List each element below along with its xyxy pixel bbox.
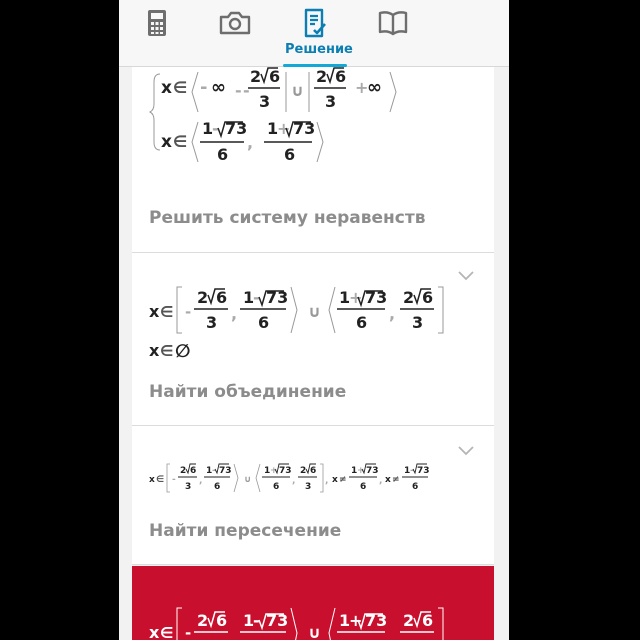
calculator-icon	[144, 8, 170, 38]
chevron-down-icon[interactable]	[458, 446, 474, 456]
svg-text:∈: ∈	[156, 475, 165, 485]
svg-text:3: 3	[325, 92, 337, 111]
svg-text:73: 73	[266, 288, 289, 307]
svg-text:x: x	[149, 302, 160, 321]
svg-text:2: 2	[403, 288, 415, 307]
svg-text:,: ,	[389, 304, 396, 323]
svg-text:x: x	[149, 341, 160, 360]
result-card-system[interactable]	[132, 66, 494, 253]
svg-text:1: 1	[202, 119, 214, 138]
svg-text:∈: ∈	[160, 303, 174, 321]
camera-icon	[218, 8, 252, 38]
svg-text:∈: ∈	[160, 624, 174, 640]
svg-text:,: ,	[292, 476, 296, 486]
symbol-in: ∈	[173, 78, 188, 97]
svg-text:+: +	[355, 78, 369, 97]
svg-text:-: -	[410, 466, 414, 476]
tab-book[interactable]	[363, 8, 423, 62]
svg-text:x: x	[149, 475, 155, 485]
svg-text:6: 6	[412, 482, 419, 492]
svg-text:6: 6	[216, 611, 228, 630]
svg-text:73: 73	[219, 466, 232, 476]
svg-text:6: 6	[190, 466, 197, 476]
active-tab-indicator	[283, 64, 347, 67]
math-expression-highlighted	[132, 606, 494, 640]
svg-text:2: 2	[180, 466, 187, 476]
svg-text:2: 2	[197, 611, 209, 630]
svg-text:≠: ≠	[392, 475, 400, 485]
math-expression-union	[132, 283, 494, 363]
svg-text:2: 2	[250, 67, 262, 86]
svg-text:1: 1	[243, 611, 255, 630]
svg-text:+: +	[349, 611, 363, 630]
svg-text:3: 3	[185, 482, 192, 492]
tab-solution[interactable]	[285, 8, 353, 62]
card-caption: Найти объединение	[149, 382, 347, 402]
svg-text:2: 2	[300, 466, 307, 476]
svg-text:∈: ∈	[160, 342, 174, 360]
svg-text:6: 6	[284, 145, 296, 164]
svg-text:73: 73	[365, 611, 388, 630]
card-caption: Найти пересечение	[149, 521, 342, 541]
svg-text:6: 6	[356, 313, 368, 332]
svg-text:x: x	[149, 623, 160, 640]
union-symbol: ∪	[291, 81, 304, 100]
svg-text:73: 73	[417, 466, 430, 476]
svg-text:6: 6	[310, 466, 317, 476]
svg-text:-: -	[243, 81, 250, 100]
svg-text:∪: ∪	[308, 623, 321, 640]
svg-text:6: 6	[217, 145, 229, 164]
svg-text:-: -	[253, 611, 260, 630]
svg-text:∈: ∈	[173, 132, 188, 151]
tab-solution-label: Решение	[285, 42, 353, 57]
svg-text:6: 6	[360, 482, 367, 492]
svg-text:x: x	[332, 475, 338, 485]
chevron-down-icon[interactable]	[458, 271, 474, 281]
svg-text:∪: ∪	[244, 475, 252, 485]
empty-set-symbol: ∅	[175, 341, 191, 362]
result-card-highlighted[interactable]	[132, 566, 494, 640]
svg-text:+: +	[357, 466, 365, 476]
svg-text:-: -	[172, 475, 176, 485]
svg-text:∞: ∞	[367, 77, 382, 98]
svg-text:∪: ∪	[308, 302, 321, 321]
svg-text:73: 73	[365, 288, 388, 307]
svg-text:+: +	[349, 288, 363, 307]
svg-text:1: 1	[351, 466, 358, 476]
svg-text:,: ,	[247, 133, 254, 152]
app-screen	[119, 0, 509, 640]
svg-text:-: -	[212, 466, 216, 476]
svg-text:1: 1	[267, 119, 279, 138]
svg-text:73: 73	[366, 466, 379, 476]
svg-text:6: 6	[422, 288, 434, 307]
svg-text:,: ,	[325, 476, 329, 486]
svg-text:,: ,	[231, 304, 238, 323]
svg-text:x: x	[385, 475, 391, 485]
result-card-union[interactable]	[132, 253, 494, 426]
svg-text:+: +	[277, 119, 291, 138]
svg-text:6: 6	[335, 67, 347, 86]
svg-text:,: ,	[199, 476, 203, 486]
svg-text:1: 1	[264, 466, 271, 476]
svg-text:3: 3	[305, 482, 312, 492]
var-x: x	[161, 78, 172, 98]
svg-text:1: 1	[243, 288, 255, 307]
svg-text:6: 6	[422, 611, 434, 630]
svg-text:-: -	[235, 81, 242, 100]
svg-text:73: 73	[279, 466, 292, 476]
tab-camera[interactable]	[205, 8, 265, 62]
math-expression-system	[132, 66, 494, 176]
svg-text:3: 3	[412, 313, 424, 332]
svg-text:1: 1	[206, 466, 213, 476]
svg-text:1: 1	[339, 288, 351, 307]
svg-text:73: 73	[225, 119, 248, 138]
svg-text:-: -	[185, 624, 192, 640]
svg-text:1: 1	[404, 466, 411, 476]
svg-text:-: -	[212, 119, 219, 138]
svg-text:6: 6	[258, 313, 270, 332]
card-caption: Решить систему неравенств	[149, 208, 426, 228]
result-card-intersection[interactable]	[132, 426, 494, 565]
svg-text:1: 1	[339, 611, 351, 630]
svg-text:2: 2	[316, 67, 328, 86]
svg-text:x: x	[161, 132, 172, 152]
svg-text:6: 6	[269, 67, 281, 86]
infinity-symbol: ∞	[211, 77, 226, 98]
svg-text:2: 2	[403, 611, 415, 630]
svg-text:-: -	[253, 288, 260, 307]
svg-text:73: 73	[293, 119, 316, 138]
svg-text:2: 2	[197, 288, 209, 307]
svg-text:6: 6	[273, 482, 280, 492]
book-icon	[377, 8, 409, 38]
svg-text:73: 73	[266, 611, 289, 630]
svg-text:6: 6	[214, 482, 221, 492]
tab-calculator[interactable]	[127, 8, 187, 62]
svg-text:3: 3	[259, 92, 271, 111]
svg-text:+: +	[270, 466, 278, 476]
solution-icon	[301, 8, 329, 38]
svg-text:3: 3	[206, 313, 218, 332]
svg-text:-: -	[200, 77, 208, 98]
svg-text:,: ,	[379, 476, 383, 486]
tab-bar	[119, 0, 509, 67]
svg-text:≠: ≠	[339, 475, 347, 485]
svg-text:-: -	[185, 303, 192, 321]
math-expression-intersection	[132, 460, 494, 500]
svg-text:6: 6	[216, 288, 228, 307]
